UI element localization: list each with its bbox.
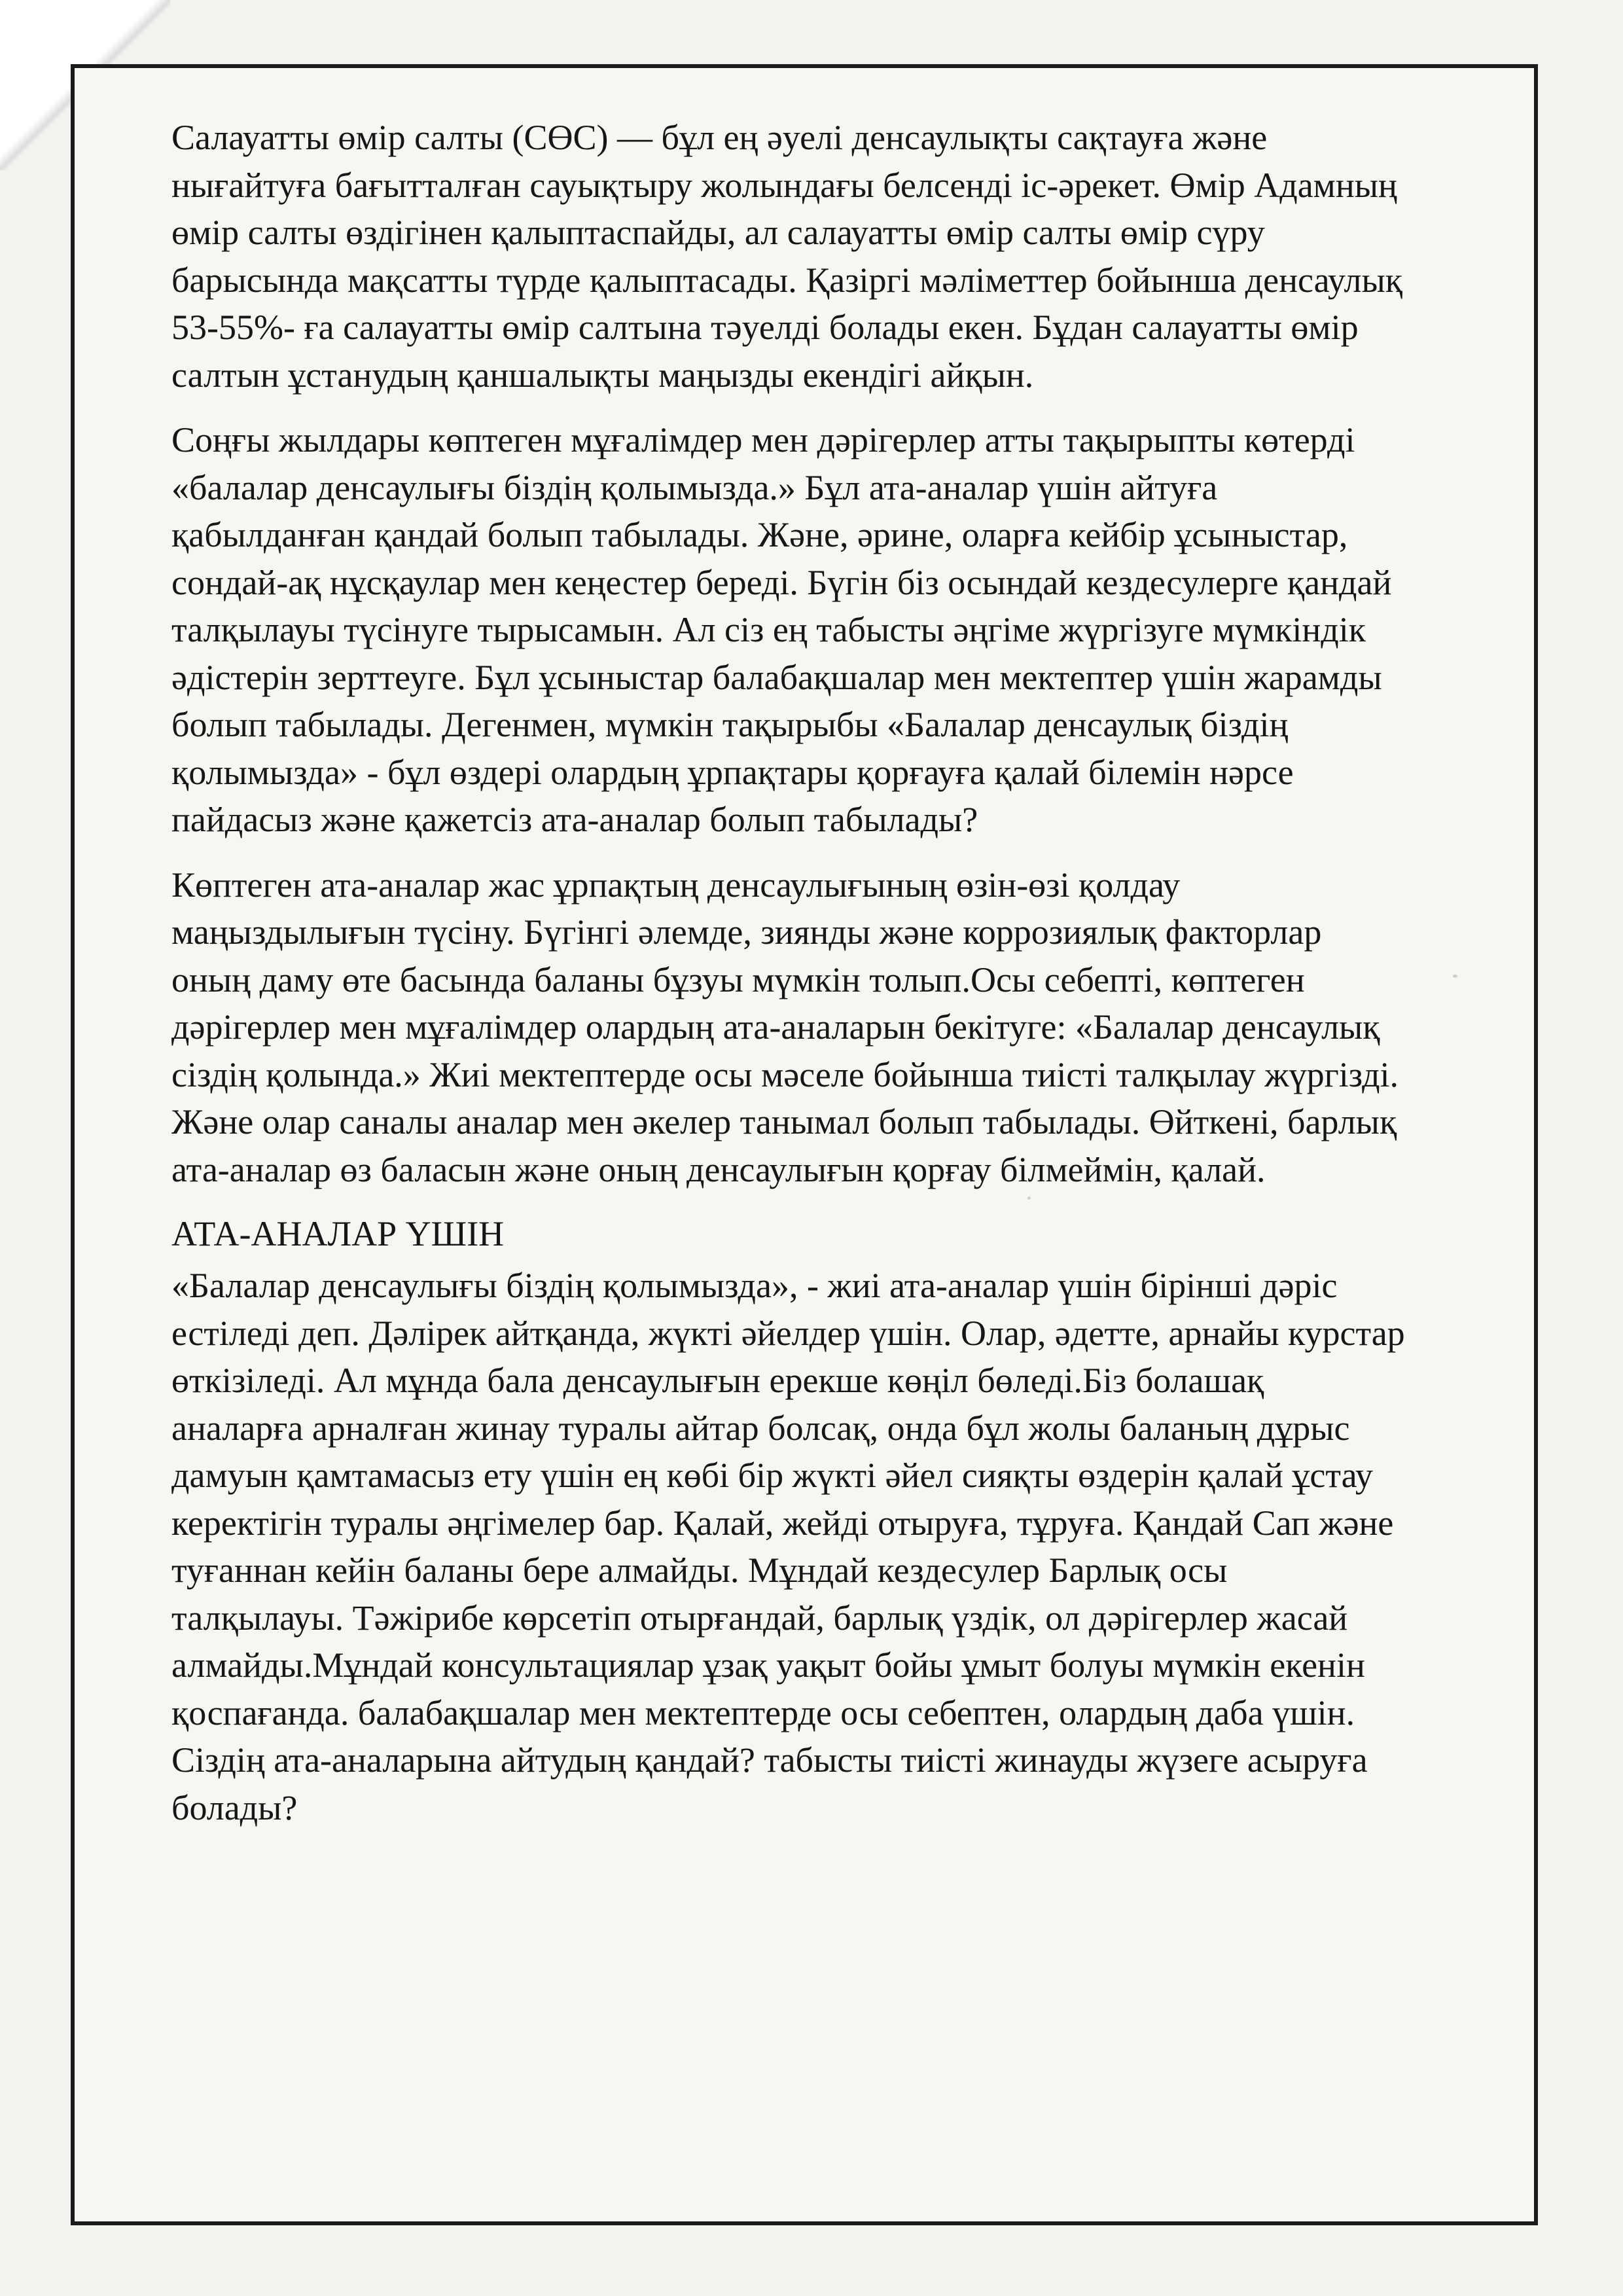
section-heading-for-parents: АТА-АНАЛАР ҮШІН [171,1214,505,1253]
document-body [171,114,1493,1849]
paragraph-lectures-for-parents: «Балалар денсаулығы біздің қолымызда», - жиі ата-аналар үшін бірінші дәріс естіледі деп. Дәлірек айтқанда, жүкті әйелдер үшін. Олар, әдетте, арнайы курстар өткізіледі. Ал мұнда бала денсаулығын ерекше көңіл бөледі.Біз болашақ аналарға арналған жинау туралы айтар болсақ, онда бұл жолы баланың дұрыс дамуын қамтамасыз ету үшін ең көбі бір жүкті әйел сияқты өздерін қалай ұстау керектігін туралы әңгімелер бар. Қалай, жейді отыруға, тұруға. Қандай Сап және туғаннан кейін баланы бере алмайды. Мұндай кездесулер Барлық осы талқылауы. Тәжірибе көрсетіп отырғандай, барлық үздік, ол дәрігерлер жасай алмайды.Мұндай консультациялар ұзақ уақыт бойы ұмыт болуы мүмкін екенін қоспағанда. балабақшалар мен мектептерде осы себептен, олардың даба үшін. Сіздің ата-аналарына айтудың қандай? табысты тиісті жинауды жүзеге асыруға болады? [171,1266,1405,1827]
paragraph-children-health-topic: Соңғы жылдары көптеген мұғалімдер мен дәрігерлер атты тақырыпты көтерді «балалар денсаулығы біздің қолымызда.» Бұл ата-аналар үшін айтуға қабылданған қандай болып табылады. Және, әрине, оларға кейбір ұсыныстар, сондай-ақ нұсқаулар мен кеңестер береді. Бүгін біз осындай кездесулерге қандай талқылауы түсінуге тырысамын. Ал сіз ең табысты әңгіме жүргізуге мүмкіндік әдістерін зерттеуге. Бұл ұсыныстар балабақшалар мен мектептер үшін жарамды болып табылады. Дегенмен, мүмкін тақырыбы «Балалар денсаулық біздің қолымызда» - бұл өздері олардың ұрпақтары қорғауға қалай білемін нәрсе пайдасыз және қажетсіз ата-аналар болып табылады? [171,420,1392,839]
paragraph-healthy-lifestyle: Салауатты өмір салты (СӨС) — бұл ең әуелі денсаулықты сақтауға және нығайтуға бағытталған сауықтыру жолындағы белсенді іс-әрекет. Өмір Адамның өмір салты өздігінен қалыптаспайды, ал салауатты өмір салты өмір сүру барысында мақсатты түрде қалыптасады. Қазіргі мәліметтер бойынша денсаулық 53-55%- ға салауатты өмір салтына тәуелді болады екен. Бұдан салауатты өмір салтын ұстанудың қаншалықты маңызды екендігі айқын. [171,118,1402,395]
paragraph-parents-role: Көптеген ата-аналар жас ұрпақтың денсаулығының өзін-өзі қолдау маңыздылығын түсіну. Бүгінгі әлемде, зиянды және коррозиялық факторлар оның даму өте басында баланы бұзуы мүмкін толып.Осы себепті, көптеген дәрігерлер мен мұғалімдер олардың ата-аналарын бекітуге: «Балалар денсаулық сіздің қолында.» Жиі мектептерде осы мәселе бойынша тиісті талқылау жүргізді. Және олар саналы аналар мен әкелер танымал болып табылады. Өйткені, барлық ата-аналар өз баласын және оның денсаулығын қорғау білмеймін, қалай. [171,865,1399,1189]
